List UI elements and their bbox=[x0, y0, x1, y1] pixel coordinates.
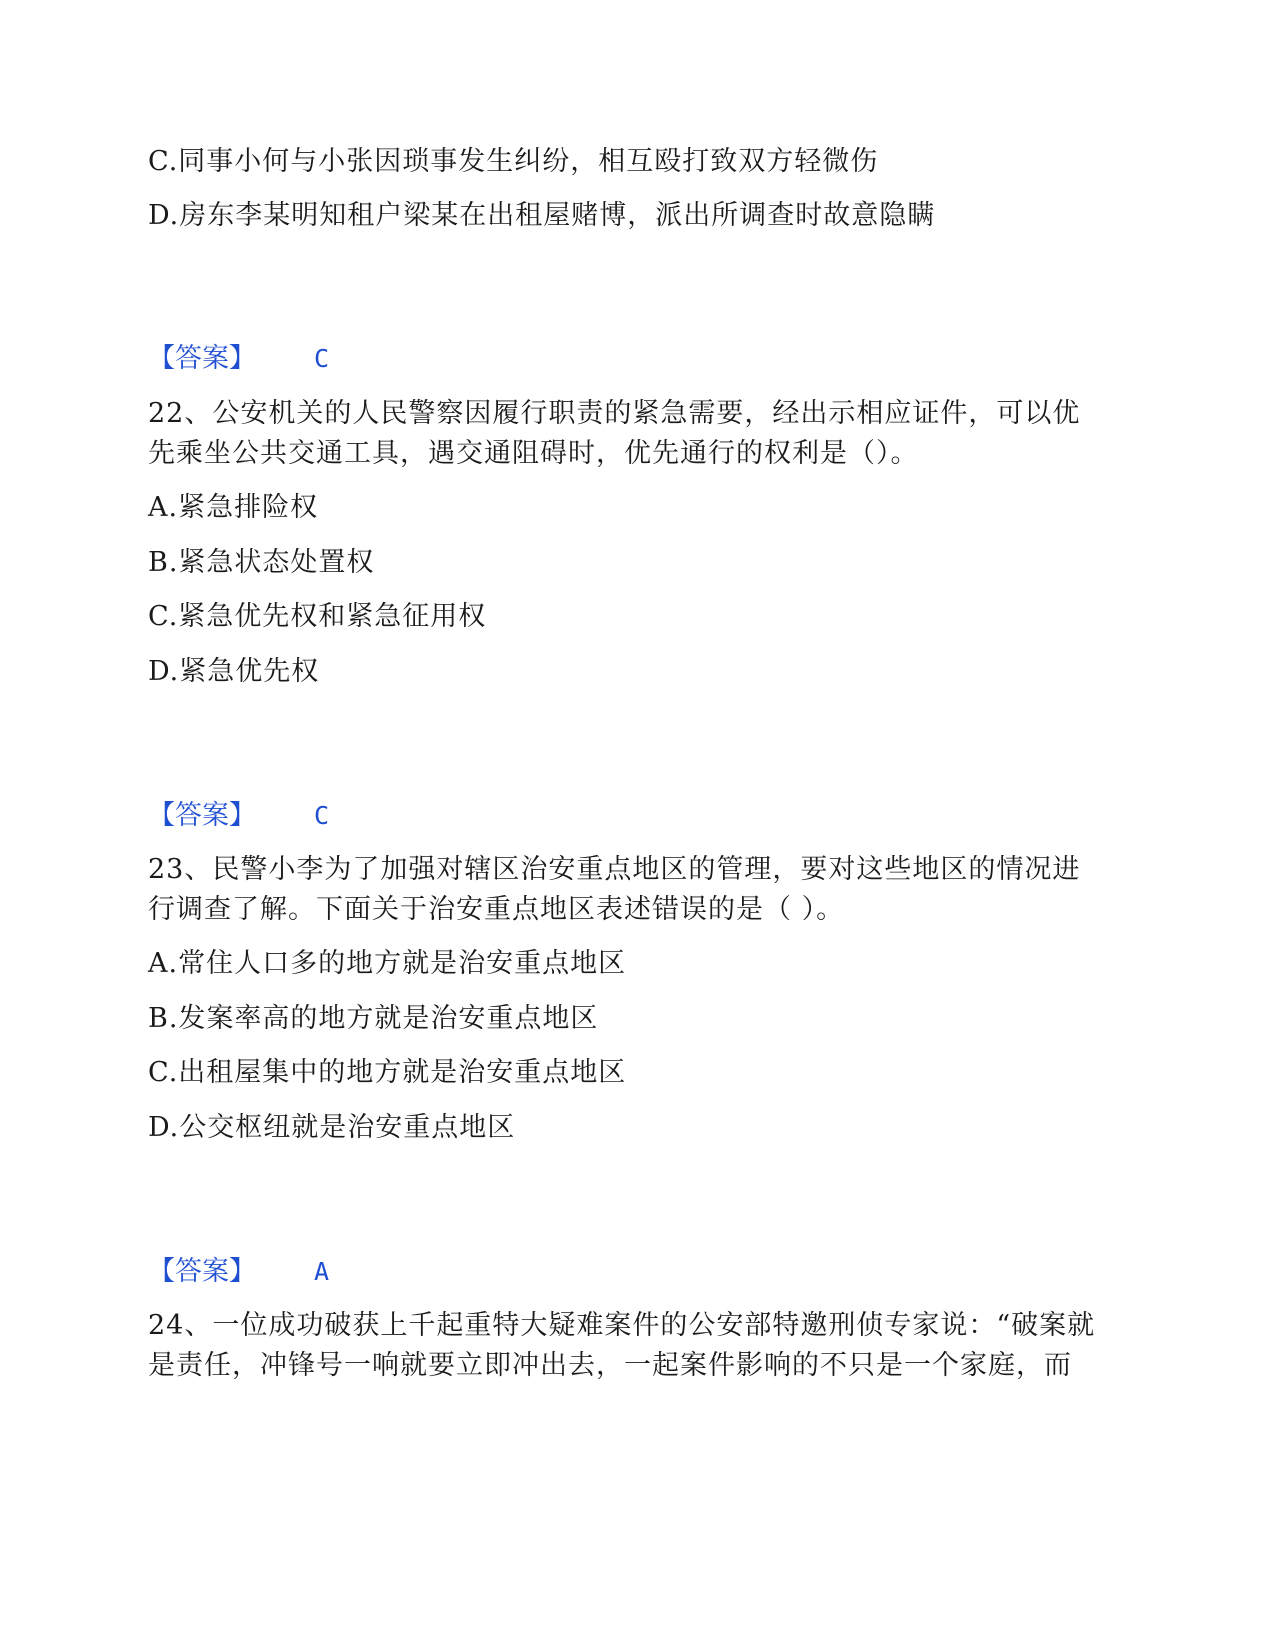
q22-option-d: D.紧急优先权 bbox=[148, 656, 320, 687]
q22-stem-line-2: 先乘坐公共交通工具，遇交通阻碍时，优先通行的权利是（）。 bbox=[148, 438, 919, 469]
q23-stem-line-2: 行调查了解。下面关于治安重点地区表述错误的是（ ）。 bbox=[148, 894, 845, 925]
answer-value: A bbox=[314, 1257, 330, 1286]
q21-option-d: D.房东李某明知租户梁某在出租屋赌博，派出所调查时故意隐瞒 bbox=[148, 200, 936, 231]
q24-stem-line-2: 是责任，冲锋号一响就要立即冲出去，一起案件影响的不只是一个家庭，而 bbox=[148, 1350, 1072, 1381]
q22-option-c: C.紧急优先权和紧急征用权 bbox=[148, 601, 487, 632]
answer-label: 【答案】 bbox=[148, 1256, 256, 1287]
q23-option-d: D.公交枢纽就是治安重点地区 bbox=[148, 1112, 516, 1143]
q23-stem-line-1: 23、民警小李为了加强对辖区治安重点地区的管理，要对这些地区的情况进 bbox=[148, 854, 1081, 885]
q21-option-c: C.同事小何与小张因琐事发生纠纷，相互殴打致双方轻微伤 bbox=[148, 146, 879, 177]
answer-21 bbox=[148, 341, 329, 377]
answer-label: 【答案】 bbox=[148, 343, 256, 374]
answer-value: C bbox=[314, 344, 330, 373]
q22-option-a: A.紧急排险权 bbox=[148, 492, 319, 523]
q22-stem-line-1: 22、公安机关的人民警察因履行职责的紧急需要，经出示相应证件，可以优 bbox=[148, 398, 1081, 429]
q23-option-b: B.发案率高的地方就是治安重点地区 bbox=[148, 1003, 599, 1034]
q23-option-a: A.常住人口多的地方就是治安重点地区 bbox=[148, 948, 627, 979]
q24-stem-line-1: 24、一位成功破获上千起重特大疑难案件的公安部特邀刑侦专家说：“破案就 bbox=[148, 1310, 1096, 1341]
answer-value: C bbox=[314, 801, 330, 830]
q23-option-c: C.出租屋集中的地方就是治安重点地区 bbox=[148, 1057, 627, 1088]
answer-label: 【答案】 bbox=[148, 800, 256, 831]
answer-22 bbox=[148, 798, 329, 834]
answer-23 bbox=[148, 1254, 329, 1290]
q22-option-b: B.紧急状态处置权 bbox=[148, 547, 375, 578]
